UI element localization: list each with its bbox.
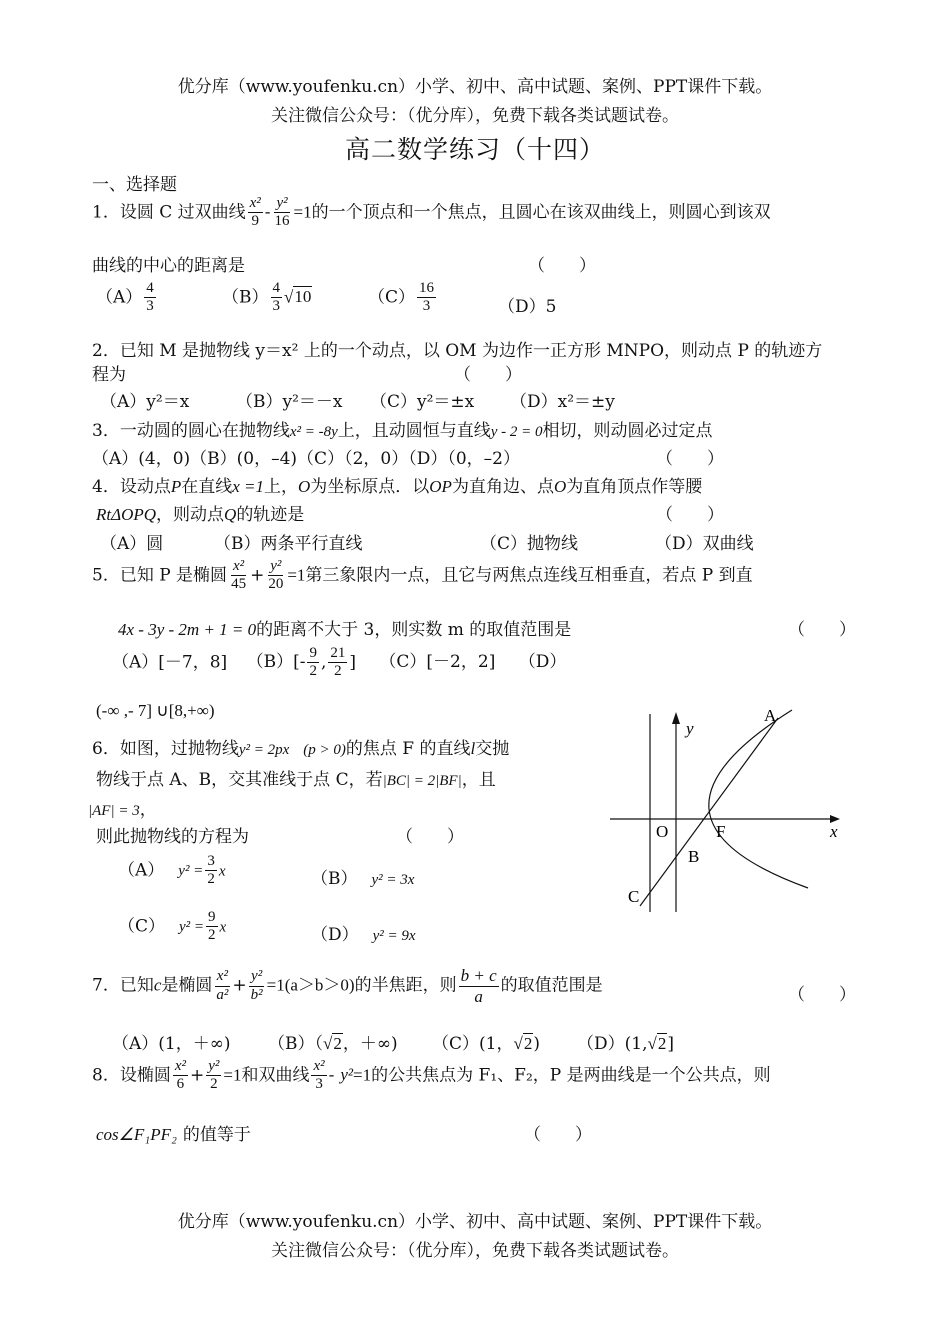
question-1-answer-paren: （ ） — [528, 256, 596, 276]
parabola-figure — [600, 700, 860, 920]
question-1-line-2: 曲线的中心的距离是 — [92, 256, 245, 276]
question-6-answer-paren: （ ） — [396, 827, 464, 847]
question-7-line-1: 7．已知c是椭圆 $\frac{\text{x²}}{\text{a²}}$ + $\frac{\text{y²}}{\text{b²}}$ =1(a＞b＞0)的半焦距，则 $\frac{b + c}{a}$ 的取值范围是 — [92, 966, 603, 1006]
question-2-option-c: （C）y²＝±x — [370, 392, 475, 412]
question-2-option-b: （B）y²＝－x — [236, 392, 343, 412]
point-b-label: B — [688, 847, 700, 866]
question-6-line-4: 则此抛物线的方程为 — [96, 827, 249, 847]
origin-label: O — [656, 822, 669, 841]
y-axis-label: y — [686, 719, 694, 738]
question-4-line-2: RtΔOPQ，则动点Q的轨迹是 — [96, 505, 305, 525]
question-6-option-d: （D） y² = 9x — [311, 925, 416, 945]
header-line-1: 优分库（www.youfenku.cn）小学、初中、高中试题、案例、PPT课件下载。 — [177, 77, 773, 97]
question-6-option-a: （A） y² = $\frac{3}{2}$ x — [118, 853, 226, 888]
question-1-option-a: （A） $\frac{4}{3}$ — [96, 280, 154, 315]
section-heading: 一、选择题 — [92, 175, 177, 195]
question-3-answer-paren: （ ） — [656, 449, 724, 469]
x-axis-label: x — [830, 822, 838, 841]
question-7-option-a: （A）(1，＋∞) — [112, 1034, 231, 1054]
question-1-option-d: （D）5 — [498, 297, 557, 317]
question-2-line-1: 2．已知 M 是抛物线 y＝x² 上的一个动点，以 OM 为边作一正方形 MNPO，则动点 P 的轨迹方 — [92, 341, 823, 361]
question-7-option-b: （B）（√2，＋∞) — [268, 1034, 398, 1054]
question-4-answer-paren: （ ） — [656, 505, 724, 525]
question-3-line-1: 3．一动圆的圆心在抛物线x² = -8y上，且动圆恒与直线y - 2 = 0相切，则动圆必过定点 — [92, 421, 713, 441]
focal-chord-line — [640, 718, 778, 906]
question-7-option-c: （C）(1，√2) — [432, 1034, 540, 1054]
question-7-answer-paren: （ ） — [788, 985, 856, 1005]
question-4-option-c: （C）抛物线 — [480, 534, 579, 554]
question-4-option-b: （B）两条平行直线 — [214, 534, 363, 554]
question-2-answer-paren: （ ） — [454, 365, 522, 385]
question-6-option-b: （B） y² = 3x — [311, 869, 415, 889]
question-4-option-d: （D）双曲线 — [655, 534, 754, 554]
question-5-answer-paren: （ ） — [788, 620, 856, 640]
question-8-answer-paren: （ ） — [524, 1125, 592, 1145]
question-1-option-c: （C） $\frac{16}{3}$ — [368, 280, 435, 315]
question-5-line-2: 4x - 3y - 2m + 1 = 0的距离不大于 3，则实数 m 的取值范围是 — [118, 620, 572, 640]
footer-line-2: 关注微信公众号：（优分库），免费下载各类试题试卷。 — [271, 1241, 679, 1261]
question-8-line-2: cos∠F₁PF₂ 的值等于 — [96, 1125, 251, 1145]
question-5-line-1: 5．已知 P 是椭圆 $\frac{\text{x²}}{45}$ + $\frac{\text{y²}}{20}$ =1第三象限内一点，且它与两焦点连线互相垂直，若点 P 到直 — [92, 558, 753, 593]
question-1-option-b: （B） $\frac{4}{3}$ √10 — [222, 280, 312, 315]
question-4-option-a: （A）圆 — [100, 534, 164, 554]
question-6-line-1: 6．如图，过抛物线y² = 2px (p > 0)的焦点 F 的直线l交抛 — [92, 739, 510, 759]
question-2-option-d: （D）x²＝±y — [510, 392, 615, 412]
focus-label: F — [716, 822, 726, 841]
question-5-option-d-value: (-∞ ,- 7] ∪[8,+∞) — [96, 701, 215, 720]
question-6-option-c: （C） y² = $\frac{9}{2}$ x — [118, 909, 227, 944]
question-5-option-row: （A）[－7，8] （B）[- $\frac{9}{2}$ , $\frac{21}{2}$ ] （C）[－2，2] （D） — [112, 645, 567, 680]
parabola-curve — [709, 710, 808, 888]
header-line-2: 关注微信公众号：（优分库），免费下载各类试题试卷。 — [271, 106, 679, 126]
question-6-line-2: 物线于点 A、B，交其准线于点 C，若|BC| = 2|BF|，且 — [96, 770, 496, 790]
point-c-label: C — [628, 887, 640, 906]
footer-line-1: 优分库（www.youfenku.cn）小学、初中、高中试题、案例、PPT课件下载。 — [177, 1212, 773, 1232]
question-1-line-1: 1．设圆 C 过双曲线 $\frac{\text{x²}}{9}$ - $\frac{\text{y²}}{16}$ =1的一个顶点和一个焦点，且圆心在该双曲线上，则圆心到该双 — [92, 195, 771, 230]
question-8-line-1: 8．设椭圆 $\frac{\text{x²}}{6}$ + $\frac{\text{y²}}{2}$ =1和双曲线 $\frac{\text{x²}}{3}$ - y²=1的公共焦点为 F₁、F₂，P 是两曲线是一个公共点，则 — [92, 1058, 771, 1093]
question-3-options: （A）(4，0)（B）(0，–4)（C）（2，0）（D）（0，–2） — [92, 449, 520, 469]
question-2-line-2: 程为 — [92, 365, 126, 385]
question-7-option-d: （D）(1,√2] — [577, 1034, 674, 1054]
question-2-option-a: （A）y²＝x — [100, 392, 190, 412]
page-title: 高二数学练习（十四） — [344, 135, 605, 164]
point-a-label: A — [764, 706, 777, 725]
question-4-line-1: 4．设动点P在直线x =1上，O为坐标原点．以OP为直角边、点O为直角顶点作等腰 — [92, 477, 703, 497]
question-6-line-3: |AF| = 3， — [88, 800, 157, 820]
y-axis-arrow — [672, 712, 680, 724]
